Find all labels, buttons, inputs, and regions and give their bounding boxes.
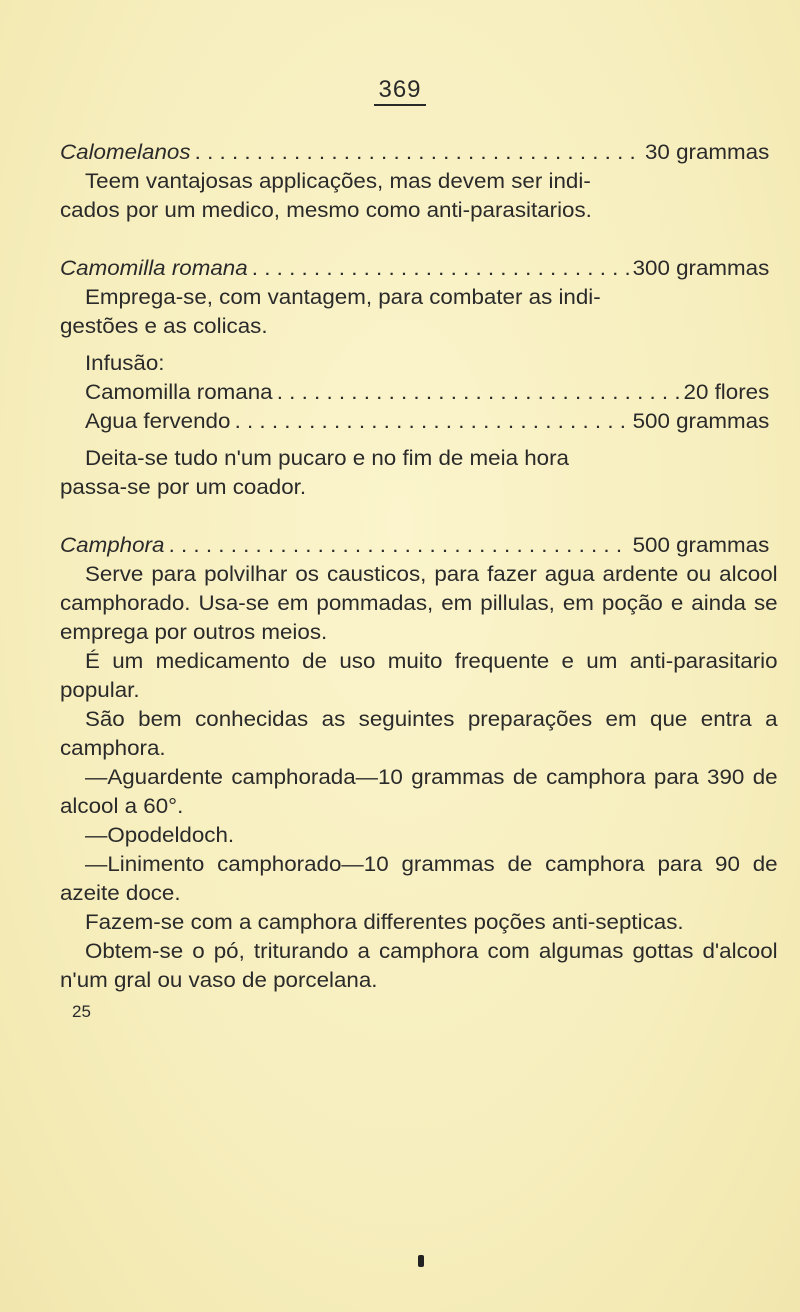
- body-line: Teem vantajosas applicações, mas devem ser indi-: [84, 169, 591, 193]
- paragraph: —Opodeldoch.: [84, 823, 235, 847]
- entry-heading-calomelanos: Calomelanos . . . 30 grammas: [60, 138, 778, 167]
- body-line: cados por um medico, mesmo como anti-parasitarios.: [60, 198, 592, 222]
- leader-dots: [277, 378, 680, 407]
- printer-signature: 25: [72, 1002, 91, 1021]
- paragraph: —Linimento camphorado—10 grammas de camphora para 90 de azeite doce.: [60, 852, 778, 905]
- leader-dots: [169, 531, 629, 560]
- paragraph: É um medicamento de uso muito frequente e um anti-parasitario popular.: [60, 649, 778, 702]
- paragraph: Serve para polvilhar os causticos, para fazer agua ardente ou alcool camphorado. Usa-se em pommadas, em pillulas, em poção e ainda se emprega por outros meios.: [60, 562, 778, 644]
- ingredient-row: Agua fervendo . . . 500 grammas: [60, 407, 778, 436]
- entry-heading-camphora: Camphora . . . 500 grammas: [60, 531, 778, 560]
- leader-dots: [235, 407, 629, 436]
- page-number: 369: [0, 76, 800, 104]
- body-line: passa-se por um coador.: [60, 475, 307, 499]
- body-line: gestões e as colicas.: [60, 314, 268, 338]
- ingredient-row: Camomilla romana . . . 20 flores: [60, 378, 778, 407]
- ink-blot: [418, 1255, 424, 1267]
- paragraph: São bem conhecidas as seguintes preparações em que entra a camphora.: [60, 707, 778, 760]
- entry-heading-camomilla: Camomilla romana . . . 300 grammas: [60, 254, 778, 283]
- leader-dots: [252, 254, 629, 283]
- page-body: [60, 138, 778, 995]
- paragraph: Obtem-se o pó, triturando a camphora com algumas gottas d'alcool n'um gral ou vaso de porcelana.: [60, 939, 778, 992]
- leader-dots: [195, 138, 641, 167]
- paragraph: Fazem-se com a camphora differentes poções anti-septicas.: [84, 910, 684, 934]
- infusion-label: Infusão:: [84, 351, 165, 375]
- body-line: Emprega-se, com vantagem, para combater as indi-: [84, 285, 601, 309]
- paragraph: —Aguardente camphorada—10 grammas de camphora para 390 de alcool a 60°.: [60, 765, 778, 818]
- body-line: Deita-se tudo n'um pucaro e no fim de meia hora: [84, 446, 569, 470]
